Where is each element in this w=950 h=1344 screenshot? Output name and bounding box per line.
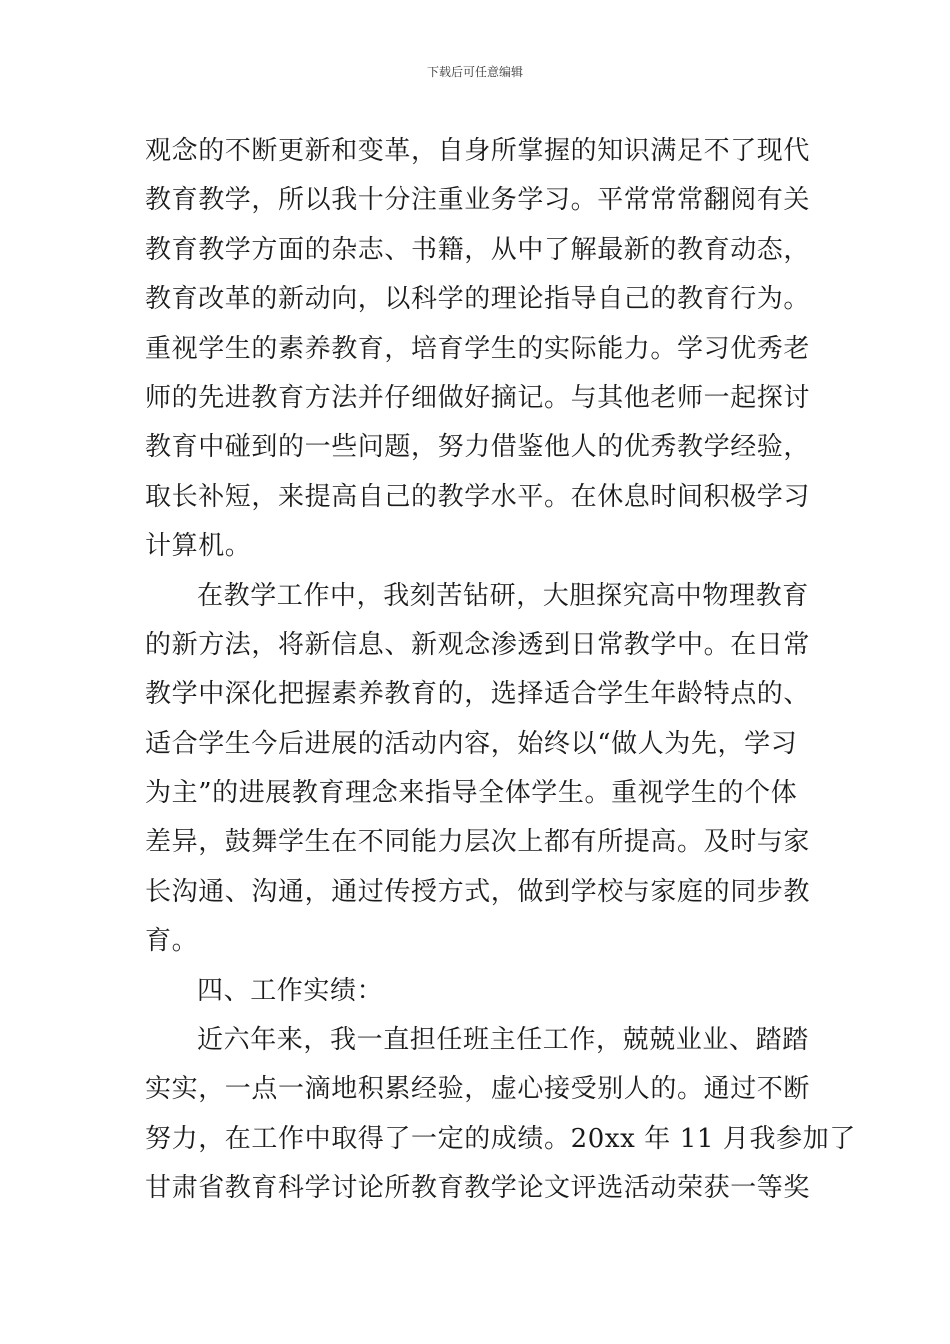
text-line: 计算机。 <box>145 531 252 562</box>
text-line: 教育改革的新动向，以科学的理论指导自己的教育行为。 <box>145 284 811 315</box>
text-line: 育。 <box>145 926 199 957</box>
document-body <box>145 127 856 1214</box>
text-line: 甘肃省教育科学讨论所教育教学论文评选活动荣获一等奖 <box>145 1173 811 1204</box>
text-line: 为主”的进展教育理念来指导全体学生。重视学生的个体 <box>145 778 798 809</box>
text-line: 师的先进教育方法并仔细做好摘记。与其他老师一起探讨 <box>145 382 811 413</box>
text-line: 长沟通、沟通，通过传授方式，做到学校与家庭的同步教 <box>145 876 811 907</box>
paragraph-start-line: 近六年来，我一直担任班主任工作，兢兢业业、踏踏 <box>197 1025 809 1056</box>
text-line: 教学中深化把握素养教育的，选择适合学生年龄特点的、 <box>145 679 811 710</box>
text-line: 取长补短，来提高自己的教学水平。在休息时间积极学习 <box>145 481 811 512</box>
section-heading: 四、工作实绩： <box>197 975 384 1006</box>
text-line: 重视学生的素养教育，培育学生的实际能力。学习优秀老 <box>145 333 811 364</box>
text-line: 实实，一点一滴地积累经验，虚心接受别人的。通过不断 <box>145 1074 811 1105</box>
text-line: 适合学生今后进展的活动内容，始终以“做人为先，学习 <box>145 728 798 759</box>
text-line: 观念的不断更新和变革，自身所掌握的知识满足不了现代 <box>145 136 811 166</box>
paragraph-start-line: 在教学工作中，我刻苦钻研，大胆探究高中物理教育 <box>197 580 809 611</box>
text-line: 努力，在工作中取得了一定的成绩。20xx 年 11 月我参加了 <box>145 1123 856 1154</box>
text-line: 教育教学方面的杂志、书籍，从中了解最新的教育动态， <box>145 234 811 265</box>
text-line: 差异，鼓舞学生在不同能力层次上都有所提高。及时与家 <box>145 827 811 858</box>
text-line: 教育中碰到的一些问题，努力借鉴他人的优秀教学经验， <box>145 432 811 463</box>
page-header: 下载后可任意编辑 <box>426 65 523 79</box>
text-line: 的新方法，将新信息、新观念渗透到日常教学中。在日常 <box>145 629 811 660</box>
text-line: 教育教学，所以我十分注重业务学习。平常常常翻阅有关 <box>145 185 811 216</box>
